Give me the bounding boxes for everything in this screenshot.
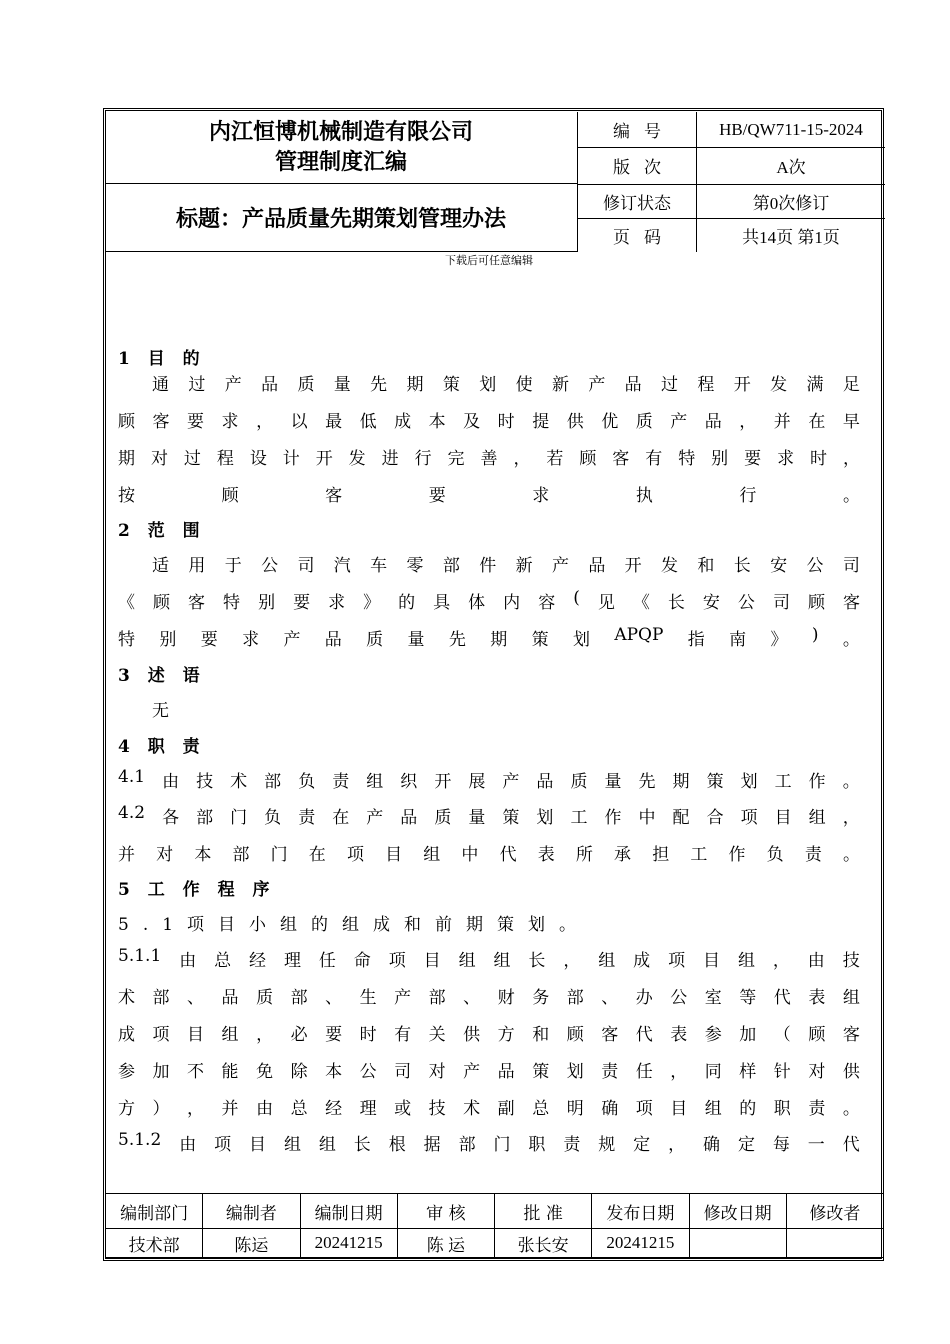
footer-header-cell: 修改日期 bbox=[689, 1194, 786, 1229]
body-line: 5.1.1 由 总 经 理 任 命 项 目 组 组 长 ， 组 成 项 目 组 ， 由 技 bbox=[118, 946, 860, 971]
body-line: 适 用 于 公 司 汽 车 零 部 件 新 产 品 开 发 和 长 安 公 司 bbox=[152, 556, 860, 576]
section-heading: 4 职 责 bbox=[118, 737, 206, 757]
body-line: 并 对 本 部 门 在 项 目 组 中 代 表 所 承 担 工 作 负 责 。 bbox=[118, 845, 860, 865]
body-line: 方 ） ， 并 由 总 经 理 或 技 术 副 总 明 确 项 目 组 的 职 责 。 bbox=[118, 1099, 860, 1119]
body-line: 《 顾 客 特 别 要 求 》 的 具 体 内 容 ( 见 《 长 安 公 司 顾 客 bbox=[118, 588, 860, 613]
label-doc-number: 编号 bbox=[613, 122, 675, 142]
section-heading: 3 述 语 bbox=[118, 666, 206, 686]
footer-value-cell: 20241215 bbox=[300, 1229, 397, 1258]
page-border bbox=[105, 110, 882, 1259]
company-name: 内江恒博机械制造有限公司 bbox=[208, 119, 473, 145]
section-heading: 5 工 作 程 序 bbox=[118, 880, 276, 900]
compilation-name: 管理制度汇编 bbox=[274, 149, 407, 175]
company-block bbox=[105, 112, 577, 184]
label-revision: 修订状态 bbox=[603, 194, 671, 214]
footer-value-cell: 技术部 bbox=[106, 1229, 203, 1258]
document-header bbox=[105, 112, 885, 252]
edit-note: 下载后可任意编辑 bbox=[445, 254, 533, 267]
approval-table bbox=[105, 1193, 885, 1259]
value-revision: 第0次修订 bbox=[752, 194, 830, 213]
value-doc-number: HB/QW711-15-2024 bbox=[719, 119, 863, 139]
footer-header-cell: 编制者 bbox=[203, 1194, 300, 1229]
label-edition: 版次 bbox=[613, 158, 675, 178]
body-line: 无 bbox=[152, 701, 169, 721]
footer-header-cell: 编制日期 bbox=[300, 1194, 397, 1229]
body-line: 4.2 各 部 门 负 责 在 产 品 质 量 策 划 工 作 中 配 合 项 目 组 ， bbox=[118, 803, 860, 828]
footer-header-cell: 编制部门 bbox=[106, 1194, 203, 1229]
value-page: 共14页 第1页 bbox=[742, 228, 840, 247]
section-heading: 2 范 围 bbox=[118, 521, 206, 541]
approval-value-row bbox=[106, 1229, 884, 1258]
footer-header-cell: 审 核 bbox=[397, 1194, 494, 1229]
footer-value-cell: 陈 运 bbox=[397, 1229, 494, 1258]
label-page: 页码 bbox=[613, 228, 675, 248]
footer-value-cell: 陈运 bbox=[203, 1229, 300, 1258]
body-line: 期 对 过 程 设 计 开 发 进 行 完 善 ， 若 顾 客 有 特 别 要 求 时 ， bbox=[118, 449, 860, 469]
footer-value-cell bbox=[786, 1229, 883, 1258]
footer-value-cell: 张长安 bbox=[495, 1229, 592, 1258]
body-line: 按 顾 客 要 求 执 行 。 bbox=[118, 486, 860, 506]
body-line: 5.1项目小组的组成和前期策划。 bbox=[118, 915, 591, 935]
body-line: 参 加 不 能 免 除 本 公 司 对 产 品 策 划 责 任 ， 同 样 针 对 供 bbox=[118, 1062, 860, 1082]
footer-header-cell: 批 准 bbox=[495, 1194, 592, 1229]
body-line: 特 别 要 求 产 品 质 量 先 期 策 划 APQP 指 南 》 ) 。 bbox=[118, 625, 860, 650]
body-line: 通 过 产 品 质 量 先 期 策 划 使 新 产 品 过 程 开 发 满 足 bbox=[152, 375, 860, 395]
document-title: 标题：产品质量先期策划管理办法 bbox=[105, 184, 577, 252]
footer-value-cell: 20241215 bbox=[592, 1229, 689, 1258]
footer-header-cell: 修改者 bbox=[786, 1194, 883, 1229]
footer-value-cell bbox=[689, 1229, 786, 1258]
footer-header-cell: 发布日期 bbox=[592, 1194, 689, 1229]
body-line: 顾 客 要 求 ， 以 最 低 成 本 及 时 提 供 优 质 产 品 ， 并 在 早 bbox=[118, 412, 860, 432]
section-heading: 1 目 的 bbox=[118, 349, 206, 369]
value-edition: A次 bbox=[776, 158, 806, 177]
body-line: 成 项 目 组 ， 必 要 时 有 关 供 方 和 顾 客 代 表 参 加 （ 顾 客 bbox=[118, 1025, 860, 1045]
body-line: 4.1 由 技 术 部 负 责 组 织 开 展 产 品 质 量 先 期 策 划 工 作 。 bbox=[118, 767, 860, 792]
approval-header-row bbox=[106, 1194, 884, 1229]
body-line: 5.1.2 由 项 目 组 组 长 根 据 部 门 职 责 规 定 ， 确 定 每 一 代 bbox=[118, 1130, 860, 1155]
body-line: 术 部 、 品 质 部 、 生 产 部 、 财 务 部 、 办 公 室 等 代 表 组 bbox=[118, 988, 860, 1008]
